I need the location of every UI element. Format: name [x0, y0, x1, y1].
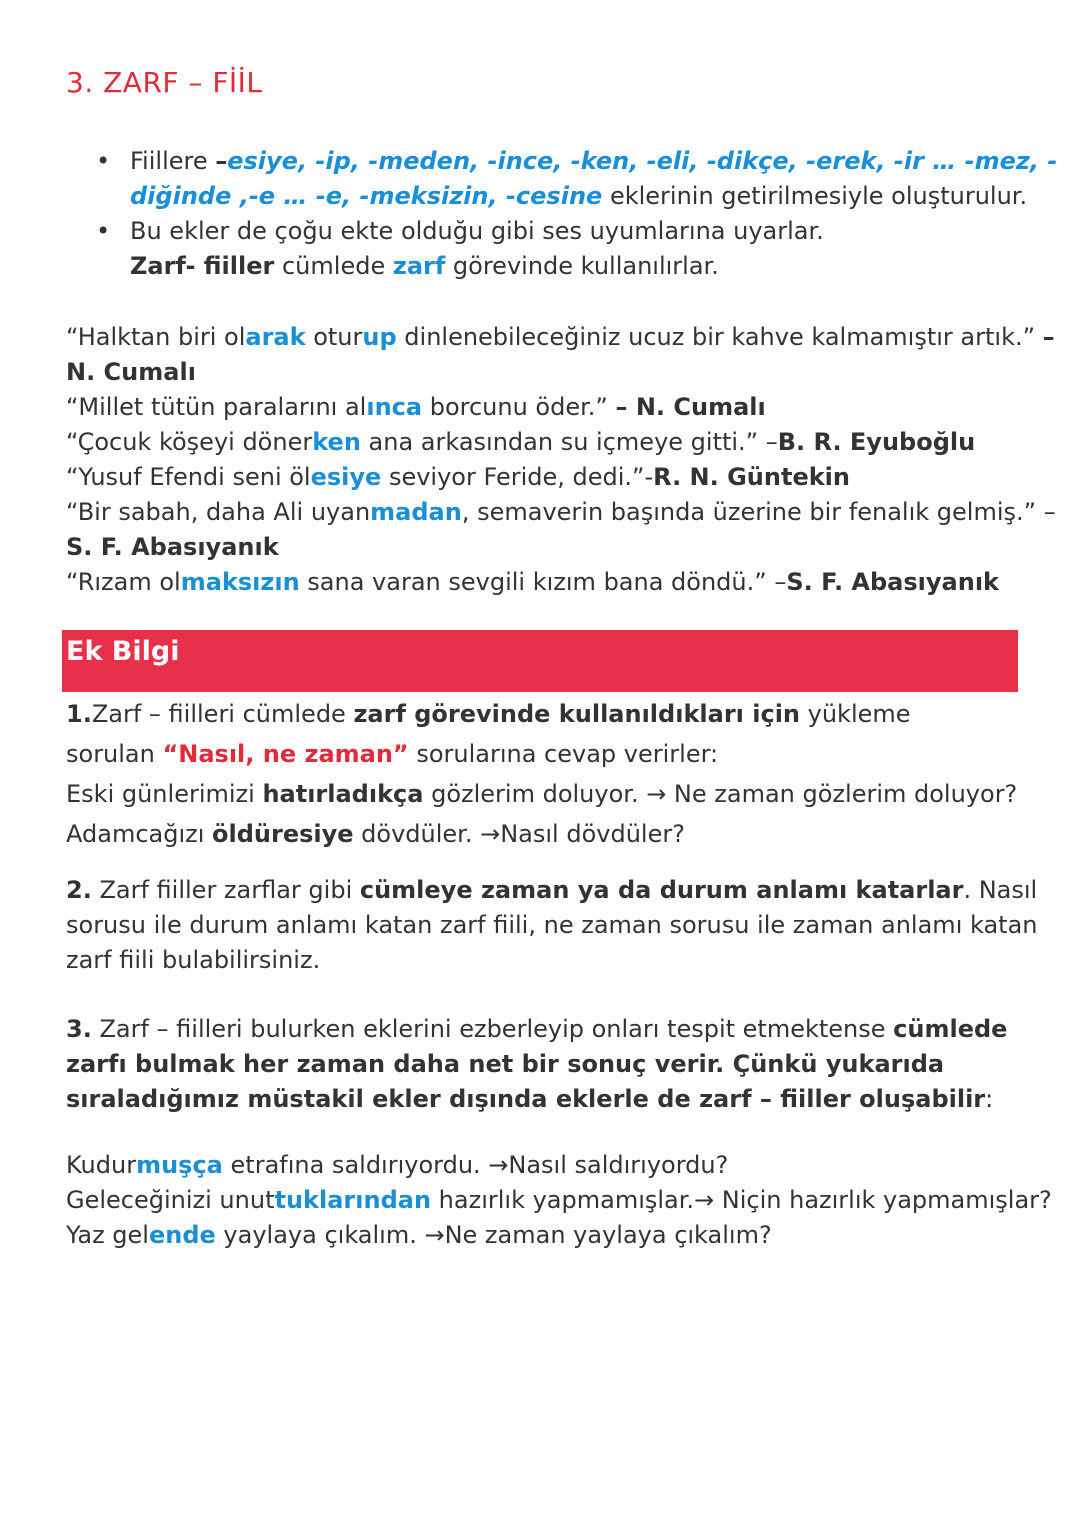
quote-author: S. F. Abasıyanık	[66, 533, 279, 561]
example-line: Kudurmuşça etrafına saldırıyordu. →Nasıl saldırıyordu?	[66, 1151, 729, 1179]
example-quotes	[66, 320, 1056, 600]
extra-examples	[66, 1148, 1052, 1253]
quote-line: “Rızam olmaksızın sana varan sevgili kızım bana döndü.” –S. F. Abasıyanık	[66, 568, 999, 596]
quote-line: “Yusuf Efendi seni ölesiye seviyor Feride, dedi.”-R. N. Güntekin	[66, 463, 850, 491]
info-point-2: 2. Zarf fiiller zarflar gibi cümleye zaman ya da durum anlamı katarlar. Nasıl sorusu ile durum anlamı katan zarf fiili, ne zaman sorusu ile zaman anlamı katan zarf fiili bulabilirsiniz.	[66, 876, 1038, 974]
quote-author: – N. Cumalı	[615, 393, 766, 421]
quote-line: “Bir sabah, daha Ali uyanmadan, semaverin başında üzerine bir fenalık gelmiş.” –	[66, 498, 1056, 526]
example-line: Yaz gelende yaylaya çıkalım. →Ne zaman yaylaya çıkalım?	[66, 1221, 772, 1249]
info-banner	[62, 630, 1018, 692]
quote-line: “Halktan biri olarak oturup dinlenebileceğiniz ucuz bir kahve kalmamıştır artık.” –	[66, 323, 1055, 351]
quote-author: R. N. Güntekin	[653, 463, 850, 491]
info-point-1: 1.Zarf – fiilleri cümlede zarf görevinde kullanıldıkları için yükleme sorulan “Nasıl, ne zaman” sorularına cevap verirler: Eski günlerimizi hatırladıkça gözlerim doluyor. → Ne zaman gözlerim doluyor? Adamcağızı öldüresiye dövdüler. →Nasıl dövdüler?	[66, 694, 1026, 854]
list-item: • Bu ekler de çoğu ekte olduğu gibi ses uyumlarına uyarlar. Zarf- fiiller cümlede zarf görevinde kullanılırlar.	[66, 214, 1016, 284]
quote-author: N. Cumalı	[66, 358, 196, 386]
rules-list	[66, 144, 1058, 284]
quote-line: “Çocuk köşeyi dönerken ana arkasından su içmeye gitti.” –B. R. Eyuboğlu	[66, 428, 976, 456]
quote-author: B. R. Eyuboğlu	[777, 428, 976, 456]
info-banner-title: Ek Bilgi	[66, 636, 180, 667]
bullet-icon: •	[96, 147, 111, 175]
suffix-list: diğinde ,-e … -e, -meksizin, -cesine	[130, 182, 603, 210]
example-line: Eski günlerimizi hatırladıkça gözlerim doluyor. → Ne zaman gözlerim doluyor?	[66, 780, 1018, 808]
info-point-3: 3. Zarf – fiilleri bulurken eklerini ezberleyip onları tespit etmektense cümlede zarfı bulmak her zaman daha net bir sonuç verir. Çünkü yukarıda sıraladığımız müstakil ekler dışında eklerle de zarf – fiiller oluşabilir:	[66, 1015, 1008, 1113]
quote-line: “Millet tütün paralarını alınca borcunu öder.” – N. Cumalı	[66, 393, 766, 421]
example-line: Adamcağızı öldüresiye dövdüler. →Nasıl dövdüler?	[66, 820, 685, 848]
suffix-list: esiye, -ip, -meden, -ince, -ken, -eli, -dikçe, -erek, -ir … -mez, -	[227, 147, 1058, 175]
list-item: • Fiillere –esiye, -ip, -meden, -ince, -ken, -eli, -dikçe, -erek, -ir … -mez, - diğinde ,-e … -e, -meksizin, -cesine eklerinin getirilmesiyle oluşturulur.	[66, 144, 1016, 214]
quote-author: S. F. Abasıyanık	[786, 568, 999, 596]
bullet-icon: •	[96, 217, 111, 245]
section-title: 3. ZARF – FİİL	[66, 66, 263, 99]
example-line: Geleceğinizi unuttuklarından hazırlık yapmamışlar.→ Niçin hazırlık yapmamışlar?	[66, 1186, 1052, 1214]
